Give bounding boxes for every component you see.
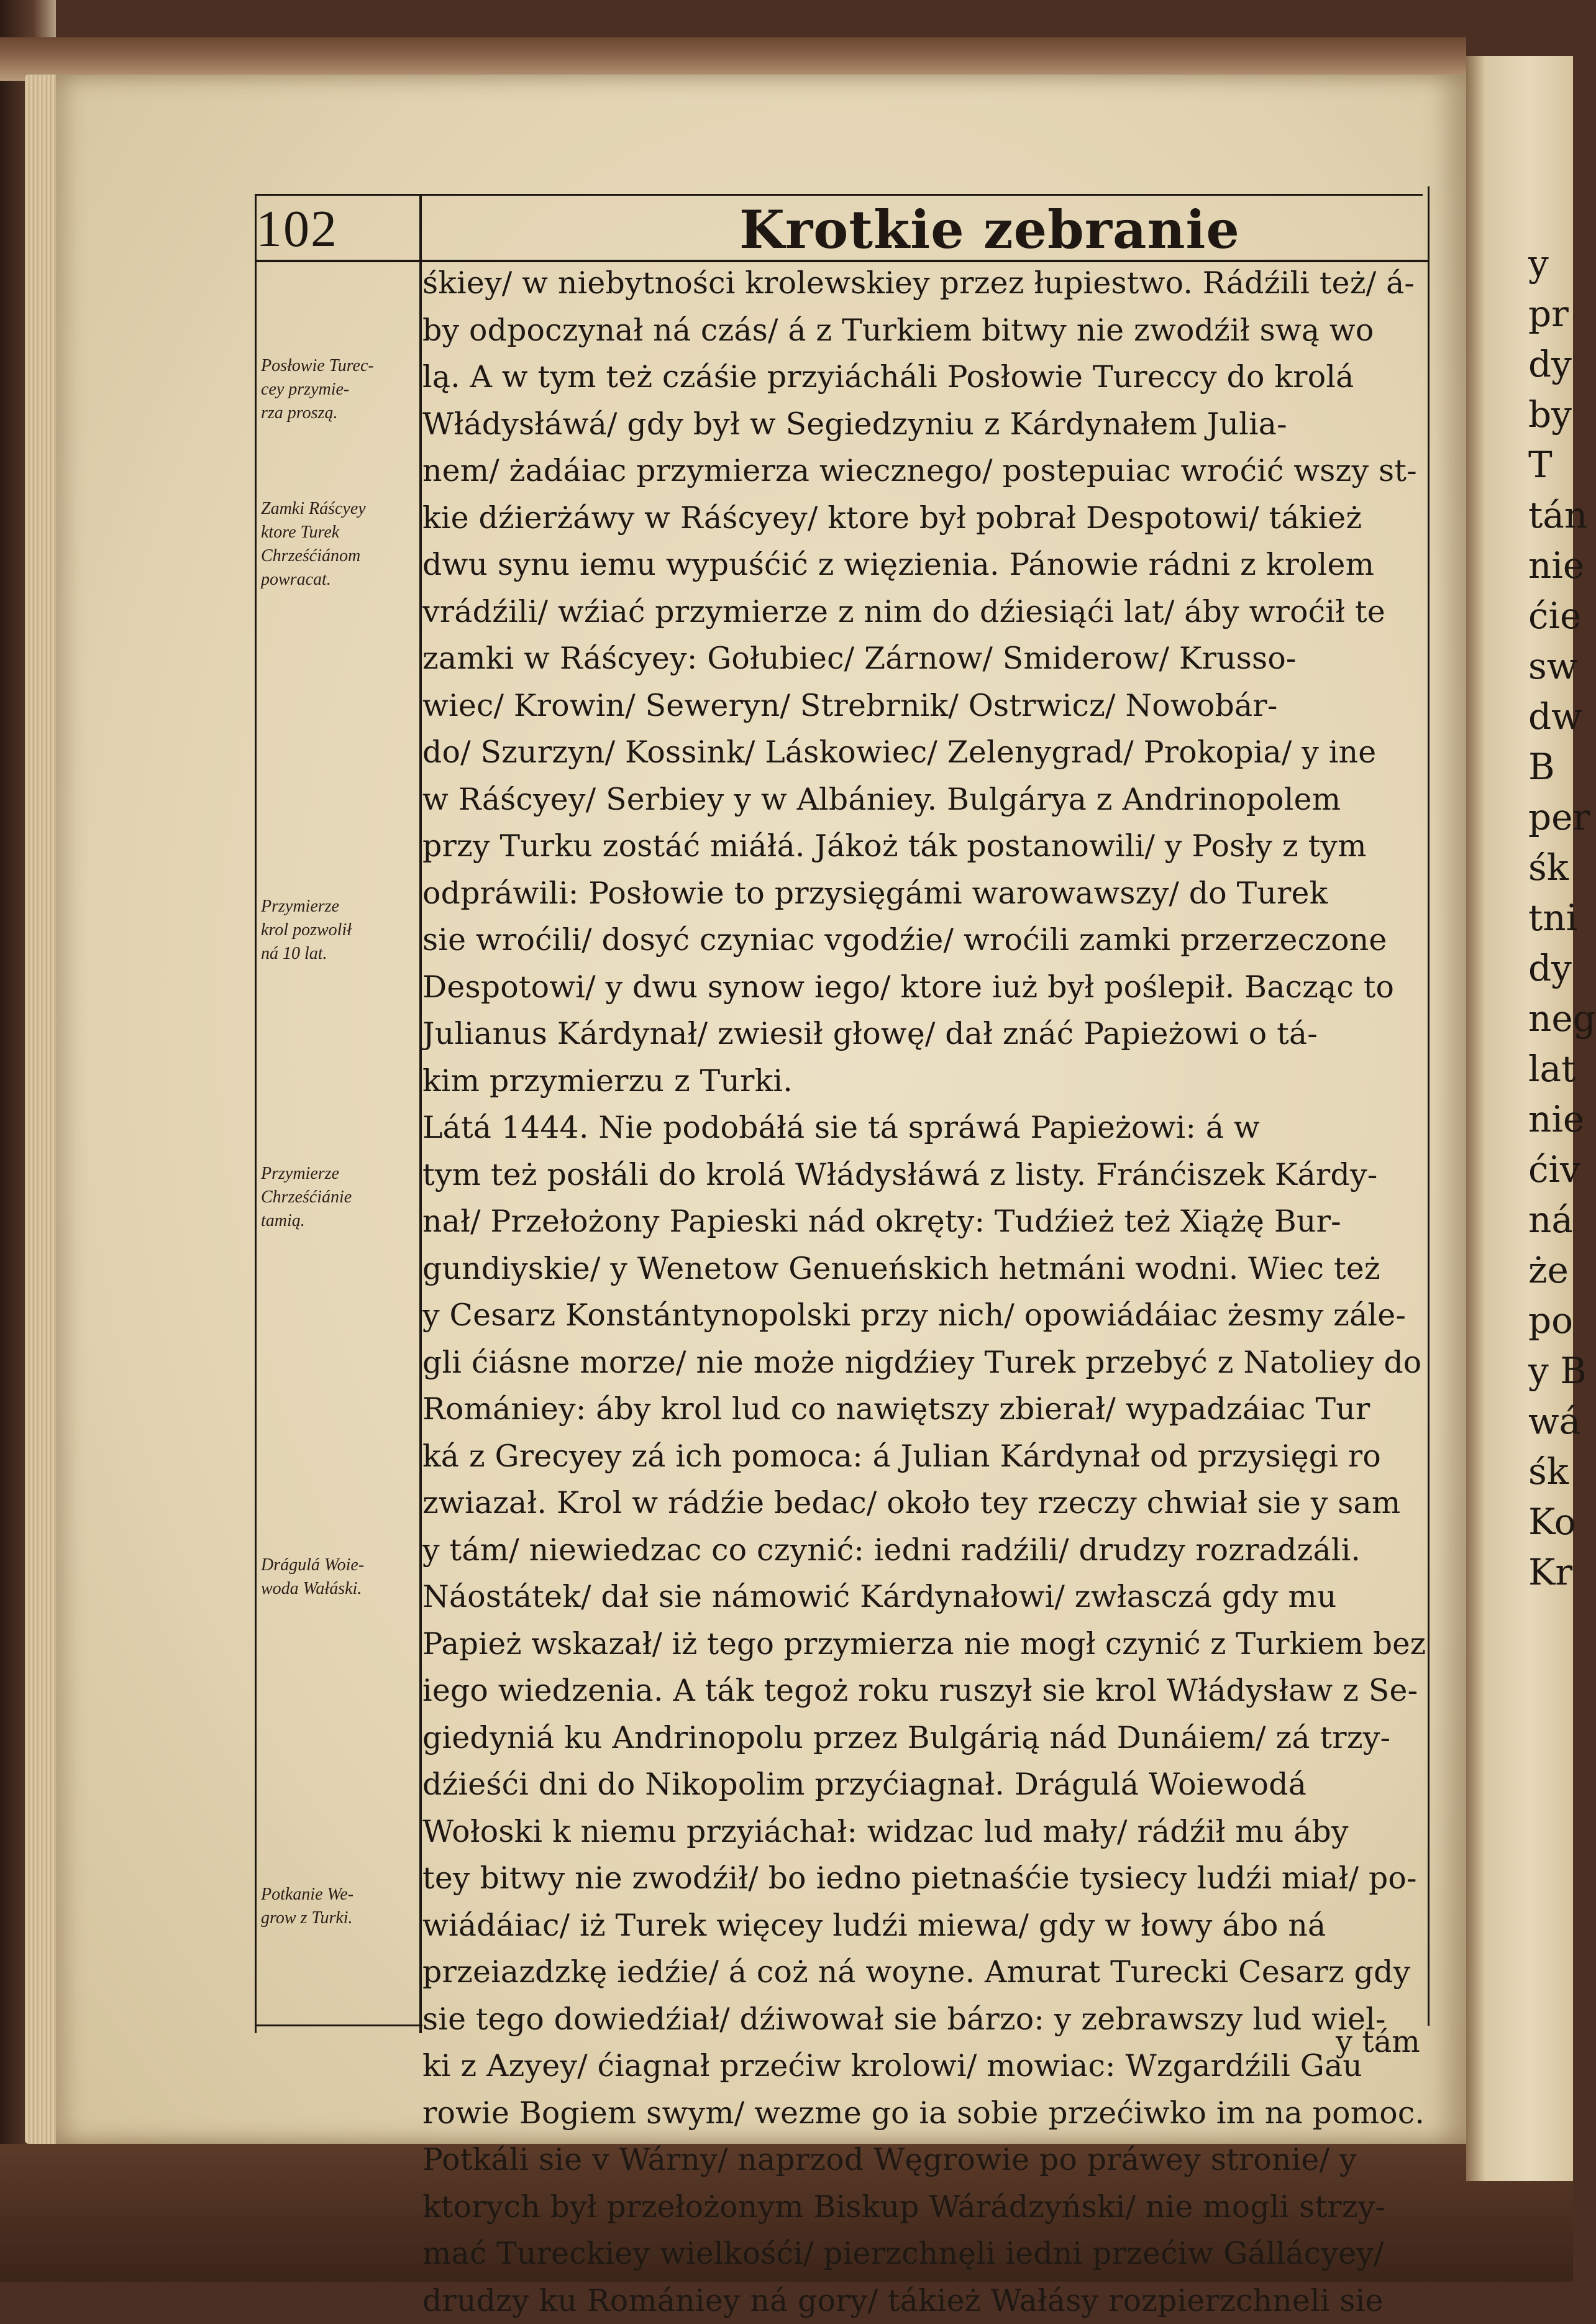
text-line: drudzy ku Romániey ná gory/ tákież Wałásy rozpierzchneli sie: [422, 2277, 1426, 2324]
marginal-note-line: cey przymie-: [261, 378, 416, 401]
text-line: Despotowi/ y dwu synow iego/ ktore iuż był poślepił. Bacząc to: [422, 964, 1426, 1011]
text-line: przeiazdzkę iedźie/ á coż ná woyne. Amurat Turecki Cesarz gdy: [422, 1949, 1426, 1996]
margin-rule-left: [255, 194, 257, 2033]
facing-page-fragment: śk: [1528, 846, 1569, 889]
text-line: wiec/ Krowin/ Seweryn/ Strebrnik/ Ostrwicz/ Nowobár-: [422, 682, 1426, 730]
text-line: iego wiedzenia. A ták tegoż roku ruszył sie krol Włádysław z Se-: [422, 1667, 1426, 1714]
facing-page-fragment: Kr: [1528, 1551, 1572, 1593]
text-line: przy Turku zostáć miáłá. Jákoż ták postanowili/ y Posły z tym: [422, 823, 1426, 870]
text-line: w Ráścyey/ Serbiey y w Albániey. Bulgárya z Andrinopolem: [422, 776, 1426, 823]
text-line: do/ Szurzyn/ Kossink/ Láskowiec/ Zelenygrad/ Prokopia/ y ine: [422, 729, 1426, 776]
text-line: gli ćiásne morze/ nie może nigdźiey Turek przebyć z Natoliey do: [422, 1339, 1426, 1386]
text-line: Włádysłáwá/ gdy był w Segiedzyniu z Kárdynałem Julia-: [422, 401, 1426, 448]
facing-page: [1466, 56, 1573, 2181]
text-line: ki z Azyey/ ćiagnał przećiw krolowi/ mowiac: Wzgardźili Gau: [422, 2043, 1426, 2090]
text-line: y Cesarz Konstántynopolski przy nich/ opowiádáiac żesmy zále-: [422, 1292, 1426, 1339]
text-line: nem/ żadáiac przymierza wiecznego/ postepuiac wroćić wszy st-: [422, 447, 1426, 495]
facing-page-fragment: wá: [1528, 1400, 1580, 1442]
marginal-note-line: Przymierze: [261, 1162, 416, 1186]
marginal-note: [261, 1883, 416, 1930]
text-line: Wołoski k niemu przyiáchał: widzac lud mały/ rádźił mu áby: [422, 1808, 1426, 1855]
facing-page-fragment: lat: [1528, 1048, 1575, 1090]
facing-page-fragment: Ko: [1528, 1501, 1576, 1543]
marginal-note: [261, 354, 416, 425]
catchword: y tám: [1336, 2024, 1420, 2059]
facing-page-fragment: T: [1528, 444, 1553, 486]
text-line: wiádáiac/ iż Turek więcey ludźi miewa/ gdy w łowy ábo ná: [422, 1902, 1426, 1949]
text-line: sie wroćili/ dosyć czyniac vgodźie/ wroćili zamki przerzeczone: [422, 917, 1426, 964]
marginal-note-line: krol pozwolił: [261, 918, 416, 942]
facing-page-fragment: dy: [1528, 947, 1572, 989]
text-line: odpráwili: Posłowie to przysięgámi warowawszy/ do Turek: [422, 870, 1426, 917]
marginal-note: [261, 1553, 416, 1601]
marginal-note-line: Zamki Ráścyey: [261, 497, 416, 521]
marginal-note-line: ktore Turek: [261, 521, 416, 544]
facing-page-fragment: nie: [1528, 544, 1584, 587]
text-line: giedyniá ku Andrinopolu przez Bulgárią nád Dunáiem/ zá trzy-: [422, 1714, 1426, 1762]
text-line: tym też posłáli do krolá Włádysłáwá z listy. Fránćiszek Kárdy-: [422, 1151, 1426, 1199]
text-line: nał/ Przełożony Papieski nád okręty: Tudźież też Xiążę Bur-: [422, 1198, 1426, 1245]
marginal-note: [261, 895, 416, 966]
text-line: sie tego dowiedźiał/ dźiwował sie bárzo: y zebrawszy lud wiel-: [422, 1996, 1426, 2043]
text-line: gundiyskie/ y Wenetow Genueńskich hetmáni wodni. Wiec też: [422, 1245, 1426, 1292]
text-line: vrádźili/ wźiać przymierze z nim do dźiesiąći lat/ áby wroćił te: [422, 588, 1426, 636]
facing-page-fragment: B: [1528, 746, 1555, 788]
marginal-note-line: grow z Turki.: [261, 1906, 416, 1930]
facing-page-fragment: ná: [1528, 1199, 1573, 1241]
facing-page-fragment: y B: [1528, 1350, 1587, 1392]
text-line: kim przymierzu z Turki.: [422, 1058, 1426, 1105]
facing-page-fragment: pr: [1528, 293, 1569, 335]
page-number: 102: [256, 199, 338, 259]
text-line: kie dźierżáwy w Ráścyey/ ktore był pobrał Despotowi/ tákież: [422, 495, 1426, 542]
text-line: ktorych był przełożonym Biskup Wárádzyński/ nie mogli strzy-: [422, 2184, 1426, 2231]
margin-rule-inner: [419, 194, 422, 2033]
margin-rule-bottom: [255, 2024, 422, 2026]
text-line: Romániey: áby krol lud co nawiętszy zbierał/ wypadzáiac Tur: [422, 1386, 1426, 1433]
text-line: dźieśći dni do Nikopolim przyćiagnał. Drágulá Woiewodá: [422, 1761, 1426, 1808]
facing-page-fragment: sw: [1528, 645, 1577, 687]
text-line: y tám/ niewiedzac co czynić: iedni radźili/ drudzy rozradzáli.: [422, 1527, 1426, 1574]
facing-page-fragment: by: [1528, 393, 1572, 436]
running-title: Krotkie zebranie: [739, 199, 1240, 260]
text-line: rowie Bogiem swym/ wezme go ia sobie przećiwko im na pomoc.: [422, 2090, 1426, 2137]
text-line: lą. A w tym też czáśie przyiácháli Posłowie Tureccy do krolá: [422, 354, 1426, 401]
marginal-note-line: rza proszą.: [261, 401, 416, 425]
text-line: Potkáli sie v Wárny/ naprzod Węgrowie po práwey stronie/ y: [422, 2136, 1426, 2184]
facing-page-fragment: że: [1528, 1249, 1569, 1291]
facing-page-fragment: dw: [1528, 695, 1582, 738]
text-line: Látá 1444. Nie podobáłá sie tá spráwá Papieżowi: á w: [422, 1104, 1426, 1151]
text-line: śkiey/ w niebytności krolewskiey przez łupiestwo. Rádźili też/ á-: [422, 260, 1426, 307]
facing-page-fragment: per: [1528, 796, 1590, 838]
marginal-note-line: woda Wałáski.: [261, 1577, 416, 1601]
marginal-note-line: Przymierze: [261, 895, 416, 918]
text-line: zamki w Ráścyey: Gołubiec/ Zárnow/ Smiderow/ Krusso-: [422, 635, 1426, 682]
text-line: by odpoczynał ná czás/ á z Turkiem bitwy nie zwodźił swą wo: [422, 307, 1426, 354]
facing-page-fragment: y: [1528, 242, 1549, 285]
marginal-note-line: tamią.: [261, 1209, 416, 1233]
marginal-note: [261, 1162, 416, 1233]
text-line: Papież wskazał/ iż tego przymierza nie mogł czynić z Turkiem bez: [422, 1621, 1409, 1668]
marginal-note-line: Drágulá Woie-: [261, 1553, 416, 1577]
marginal-note-line: ná 10 lat.: [261, 942, 416, 966]
text-line: ká z Grecyey zá ich pomoca: á Julian Kárdynał od przysięgi ro: [422, 1433, 1426, 1480]
header-rule-top: [255, 194, 1423, 196]
text-line: tey bitwy nie zwodźił/ bo iedno pietnaśćie tysiecy ludźi miał/ po-: [422, 1855, 1426, 1902]
text-line: mać Tureckiey wielkośći/ pierzchnęli iedni przećiw Gállácyey/: [422, 2230, 1426, 2277]
text-line: Náostátek/ dał sie námowić Kárdynałowi/ zwłasczá gdy mu: [422, 1573, 1426, 1621]
facing-page-fragment: ćie: [1528, 595, 1581, 637]
facing-page-fragment: po: [1528, 1299, 1573, 1342]
marginal-note-line: Potkanie We-: [261, 1883, 416, 1906]
facing-page-fragment: neg: [1528, 997, 1596, 1040]
facing-page-fragment: ćiv: [1528, 1148, 1580, 1191]
marginal-note: [261, 497, 416, 592]
marginal-note-line: powracat.: [261, 568, 416, 592]
marginal-note-line: Chrześćiánie: [261, 1186, 416, 1209]
facing-page-fragment: tán: [1528, 494, 1587, 536]
body-text: [422, 260, 1429, 2324]
marginal-note-line: Posłowie Turec-: [261, 354, 416, 378]
facing-page-fragment: tni: [1528, 897, 1577, 939]
marginal-note-line: Chrześćiánom: [261, 544, 416, 568]
text-line: zwiazał. Krol w rádźie bedac/ około tey rzeczy chwiał sie y sam: [422, 1480, 1426, 1527]
text-line: Julianus Kárdynał/ zwiesił głowę/ dał znáć Papieżowi o tá-: [422, 1010, 1426, 1058]
facing-page-fragment: nie: [1528, 1098, 1584, 1140]
facing-page-fragment: dy: [1528, 343, 1572, 385]
facing-page-fragment: śk: [1528, 1450, 1569, 1493]
text-line: dwu synu iemu wypuśćić z więzienia. Pánowie rádni z krolem: [422, 541, 1426, 588]
